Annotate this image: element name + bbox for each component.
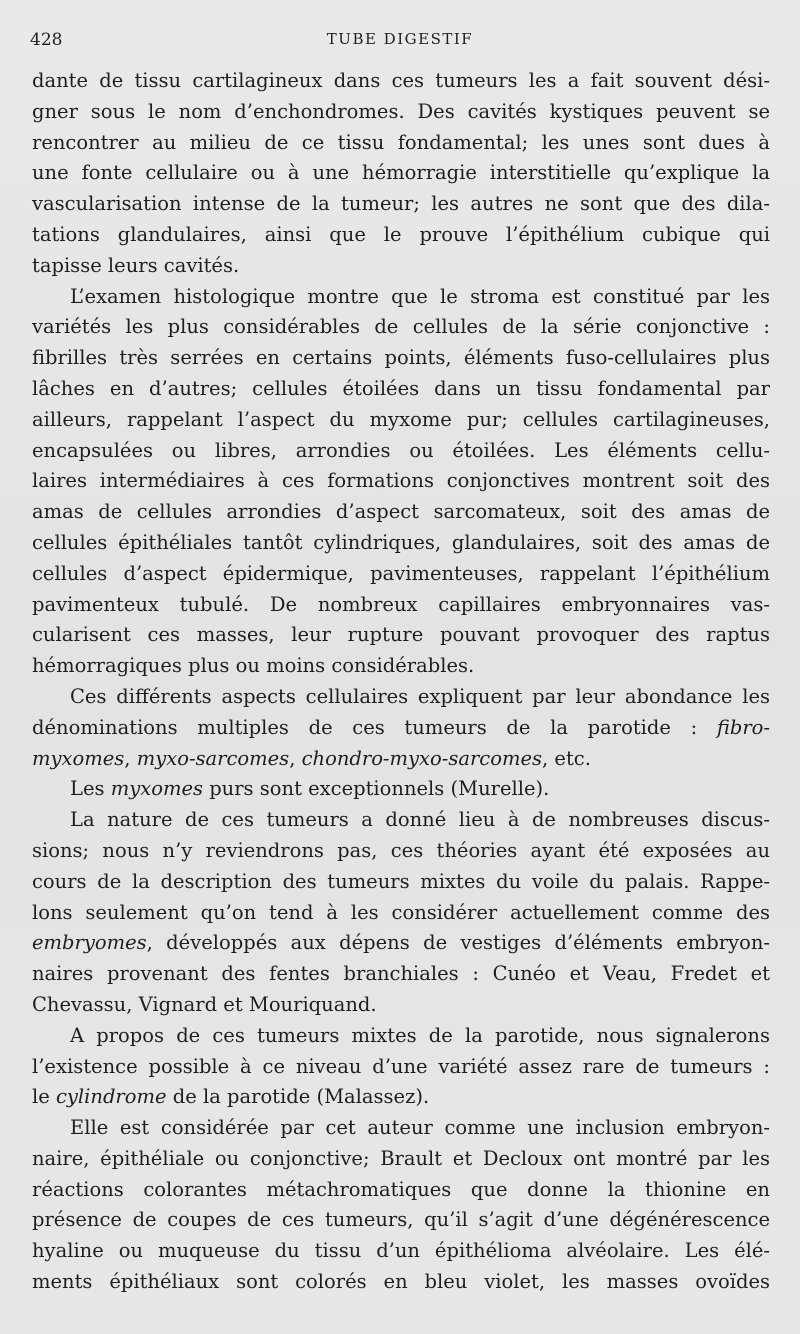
text-line: cularisent ces masses, leur rupture pouvant provoquer des raptus	[32, 623, 770, 647]
text-line: A propos de ces tumeurs mixtes de la parotide, nous signalerons	[70, 1023, 770, 1047]
text-line: ments épithéliaux sont colorés en bleu violet, les masses ovoïdes	[32, 1270, 770, 1294]
text-line: Elle est considérée par cet auteur comme une inclusion embryon-	[70, 1116, 770, 1140]
text-line: vascularisation intense de la tumeur; les autres ne sont que des dila-	[32, 192, 770, 216]
text-line: Chevassu, Vignard et Mouriquand.	[32, 992, 377, 1016]
text-line: Les myxomes purs sont exceptionnels (Murelle).	[70, 777, 550, 801]
text-line: Ces différents aspects cellulaires expliquent par leur abondance les	[70, 684, 770, 708]
text-line: variétés les plus considérables de cellules de la série conjonctive :	[32, 315, 770, 339]
text-line: cellules épithéliales tantôt cylindriques, glandulaires, soit des amas de	[32, 530, 770, 554]
text-line: sions; nous n’y reviendrons pas, ces théories ayant été exposées au	[32, 838, 770, 862]
text-line: La nature de ces tumeurs a donné lieu à de nombreuses discus-	[70, 808, 770, 832]
page-header	[30, 30, 770, 56]
text-line: cours de la description des tumeurs mixtes du voile du palais. Rappe-	[32, 869, 770, 893]
text-line: tapisse leurs cavités.	[32, 253, 240, 277]
running-title: TUBE DIGESTIF	[326, 30, 474, 48]
text-line: réactions colorantes métachromatiques que donne la thionine en	[32, 1177, 770, 1201]
text-line: lons seulement qu’on tend à les considérer actuellement comme des	[32, 900, 770, 924]
text-line: rencontrer au milieu de ce tissu fondamental; les unes sont dues à	[32, 130, 770, 154]
text-line: une fonte cellulaire ou à une hémorragie interstitielle qu’explique la	[32, 161, 770, 185]
text-line: le cylindrome de la parotide (Malassez).	[32, 1085, 430, 1109]
text-line: gner sous le nom d’enchondromes. Des cavités kystiques peuvent se	[32, 99, 770, 123]
text-line: pavimenteux tubulé. De nombreux capillaires embryonnaires vas-	[32, 592, 770, 616]
text-line: amas de cellules arrondies d’aspect sarcomateux, soit des amas de	[32, 500, 770, 524]
text-line: naires provenant des fentes branchiales : Cunéo et Veau, Fredet et	[32, 962, 770, 986]
text-line: cellules d’aspect épidermique, pavimenteuses, rappelant l’épithélium	[32, 561, 770, 585]
text-line: tations glandulaires, ainsi que le prouve l’épithélium cubique qui	[32, 222, 770, 246]
page-number: 428	[30, 30, 63, 50]
text-line: myxomes, myxo-sarcomes, chondro-myxo-sarcomes, etc.	[32, 746, 591, 770]
text-line: naire, épithéliale ou conjonctive; Brault et Decloux ont montré par les	[32, 1146, 770, 1170]
text-line: hémorragiques plus ou moins considérables.	[32, 654, 475, 678]
text-line: l’existence possible à ce niveau d’une variété assez rare de tumeurs :	[32, 1054, 770, 1078]
text-line: fibrilles très serrées en certains points, éléments fuso-cellulaires plus	[32, 346, 770, 370]
body-text	[32, 66, 770, 1298]
text-line: lâches en d’autres; cellules étoilées dans un tissu fondamental par	[32, 376, 770, 400]
text-line: hyaline ou muqueuse du tissu d’un épithélioma alvéolaire. Les élé-	[32, 1239, 770, 1263]
text-line: ailleurs, rappelant l’aspect du myxome pur; cellules cartilagineuses,	[32, 407, 770, 431]
text-line: encapsulées ou libres, arrondies ou étoilées. Les éléments cellu-	[32, 438, 770, 462]
text-line: dénominations multiples de ces tumeurs de la parotide : fibro-	[32, 715, 770, 739]
text-line: dante de tissu cartilagineux dans ces tumeurs les a fait souvent dési-	[32, 69, 770, 92]
text-line: embryomes, développés aux dépens de vestiges d’éléments embryon-	[32, 931, 770, 955]
text-line: laires intermédiaires à ces formations conjonctives montrent soit des	[32, 469, 770, 493]
text-line: L’examen histologique montre que le stroma est constitué par les	[70, 284, 770, 308]
text-line: présence de coupes de ces tumeurs, qu’il s’agit d’une dégénérescence	[32, 1208, 770, 1232]
